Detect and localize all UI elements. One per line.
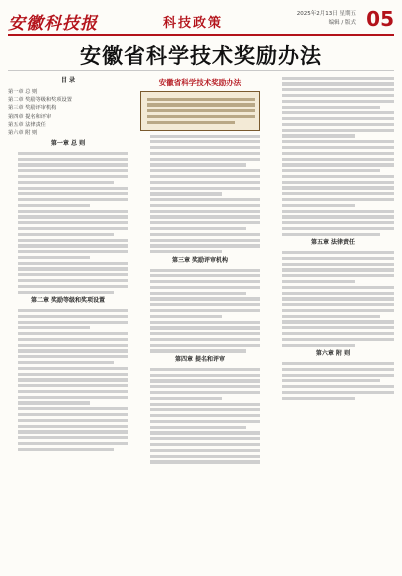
decree-notice-box [140,91,260,131]
issue-date: 2025年2月13日 星期五 [296,11,356,17]
masthead [8,6,394,36]
toc-item: 第四章 提名和评审 [8,113,52,120]
article-body [140,135,260,254]
page-number: 05 [366,7,394,31]
article-body [272,77,394,236]
toc-item: 第一章 总 则 [8,89,38,95]
article-body [272,251,394,347]
toc-heading: 目 录 [60,77,76,84]
toc-item: 第五章 法律责任 [8,121,46,128]
toc-item: 第六章 附 则 [8,130,38,137]
header-rule [8,34,394,36]
chapter-heading: 第三章 奖励评审机构 [171,256,229,264]
issue-meta [297,10,356,28]
headline-rule [8,70,394,71]
chapter-heading: 第五章 法律责任 [310,239,356,247]
column-2 [140,74,260,570]
chapter-heading: 第四章 提名和评审 [174,356,226,364]
headline: 安徽省科学技术奖励办法 [80,44,322,68]
article-body [140,269,260,353]
issue-editor: 编辑 / 版式 [328,20,356,26]
section-title: 科技政策 [163,16,224,31]
article-body [140,368,260,464]
decree-title: 安徽省科学技术奖励办法 [158,78,242,87]
article-body [8,309,128,451]
article-body [272,362,394,400]
column-3 [272,74,394,570]
newspaper-brand: 安徽科技报 [8,14,98,34]
article-body [8,152,128,294]
chapter-heading: 第六章 附 则 [315,350,351,358]
toc-item: 第三章 奖励评审机构 [8,105,57,112]
chapter-heading: 第一章 总 则 [50,140,86,148]
column-1 [8,74,128,570]
chapter-heading: 第二章 奖励等级和奖项设置 [30,297,106,305]
toc-item: 第二章 奖励等级和奖项设置 [8,97,72,104]
